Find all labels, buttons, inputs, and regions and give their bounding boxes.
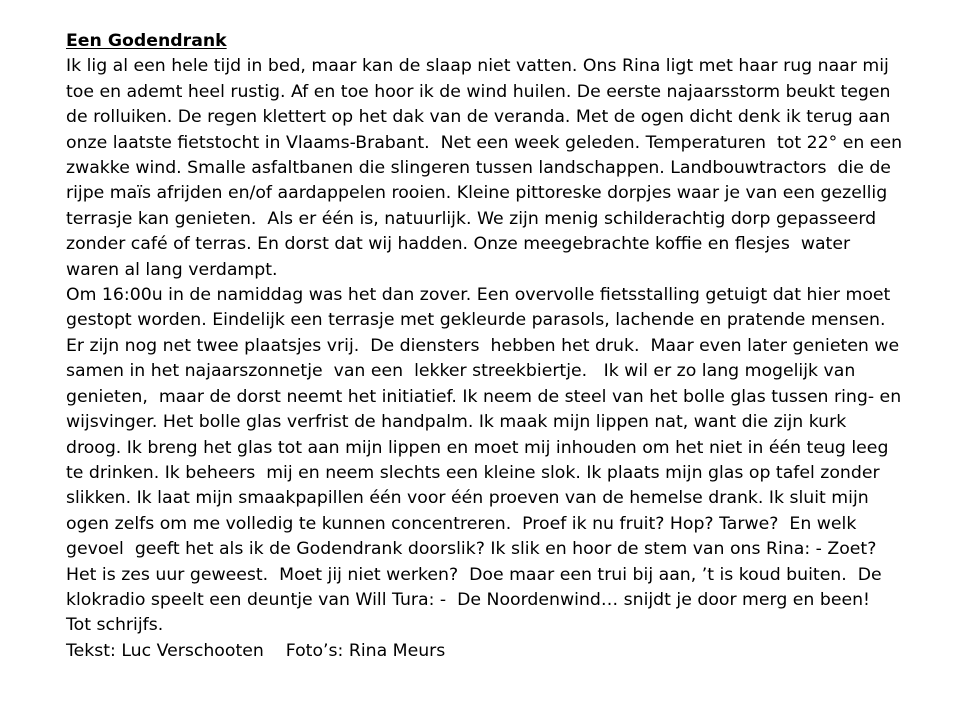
line-19: ogen zelfs om me volledig te kunnen concentreren. Proef ik nu fruit? Hop? Tarwe? En welk: [66, 513, 857, 534]
closing-line: Tot schrijfs.: [66, 615, 164, 636]
line-12: Er zijn nog net twee plaatsjes vrij. De diensters hebben het druk. Maar even later genieten we: [66, 335, 900, 356]
line-08: zonder café of terras. En dorst dat wij hadden. Onze meegebrachte koffie en flesjes water: [66, 234, 851, 255]
line-09: waren al lang verdampt.: [66, 259, 278, 280]
line-17: te drinken. Ik beheers mij en neem slechts een kleine slok. Ik plaats mijn glas op tafel zonder: [66, 462, 880, 483]
line-05: zwakke wind. Smalle asfaltbanen die slingeren tussen landschappen. Landbouwtractors die de: [66, 158, 891, 179]
line-22: klokradio speelt een deuntje van Will Tura: - De Noordenwind… snijdt je door merg en been!: [66, 589, 870, 610]
document-title: Een Godendrank: [66, 31, 227, 51]
line-04: onze laatste fietstocht in Vlaams-Brabant. Net een week geleden. Temperaturen tot 22° en een: [66, 132, 903, 153]
line-11: gestopt worden. Eindelijk een terrasje met gekleurde parasols, lachende en pratende mensen.: [66, 310, 886, 331]
line-10: Om 16:00u in de namiddag was het dan zover. Een overvolle fietsstalling getuigt dat hier moet: [66, 285, 891, 306]
line-02: toe en ademt heel rustig. Af en toe hoor ik de wind huilen. De eerste najaarsstorm beukt tegen: [66, 81, 891, 102]
line-18: slikken. Ik laat mijn smaakpapillen één voor één proeven van de hemelse drank. Ik sluit mijn: [66, 488, 869, 509]
line-14: genieten, maar de dorst neemt het initiatief. Ik neem de steel van het bolle glas tussen ring- en: [66, 386, 902, 407]
line-21: Het is zes uur geweest. Moet jij niet werken? Doe maar een trui bij aan, ’t is koud buiten. De: [66, 564, 882, 585]
line-06: rijpe maïs afrijden en/of aardappelen rooien. Kleine pittoreske dorpjes waar je van een gezellig: [66, 183, 888, 204]
line-07: terrasje kan genieten. Als er één is, natuurlijk. We zijn menig schilderachtig dorp gepasseerd: [66, 208, 877, 229]
line-03: de rolluiken. De regen klettert op het dak van de veranda. Met de ogen dicht denk ik terug aan: [66, 107, 891, 128]
line-16: droog. Ik breng het glas tot aan mijn lippen en moet mij inhouden om het niet in één teug leeg: [66, 437, 889, 458]
document-body: [66, 29, 903, 664]
credits-line: Tekst: Luc Verschooten Foto’s: Rina Meurs: [66, 640, 446, 661]
line-01: Ik lig al een hele tijd in bed, maar kan de slaap niet vatten. Ons Rina ligt met haar rug naar mij: [66, 56, 889, 77]
line-15: wijsvinger. Het bolle glas verfrist de handpalm. Ik maak mijn lippen nat, want die zijn kurk: [66, 412, 847, 433]
line-13: samen in het najaarszonnetje van een lekker streekbiertje. Ik wil er zo lang mogelijk van: [66, 361, 856, 382]
line-20: gevoel geeft het als ik de Godendrank doorslik? Ik slik en hoor de stem van ons Rina: - Zoet?: [66, 539, 877, 560]
